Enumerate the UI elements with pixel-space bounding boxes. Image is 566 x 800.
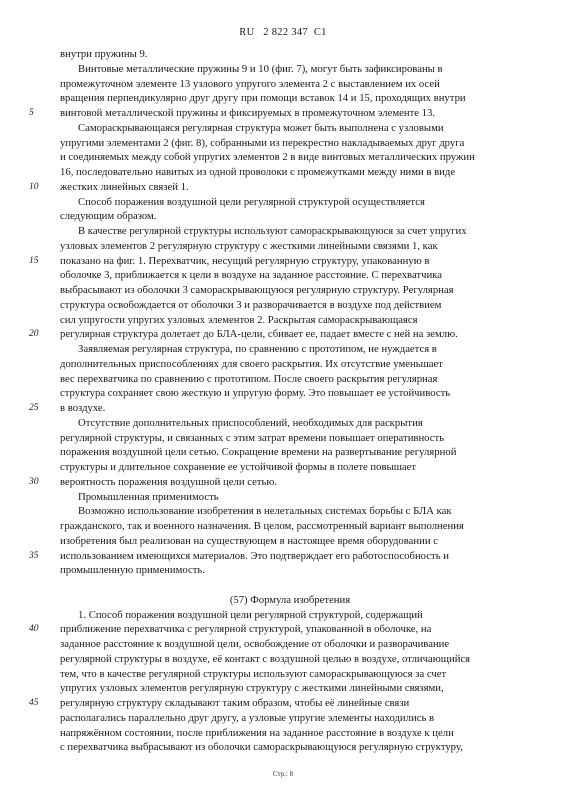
- line-number: 35: [29, 550, 39, 561]
- text-line: использованием имеющихся материалов. Это подтверждает его работоспособность и: [60, 549, 449, 562]
- text-line: 16, последовательно навитых из одной проволоки с промежутками между ними в виде: [60, 166, 456, 178]
- text-line: упругими элементами 2 (фиг. 8), собранными из перекрестно накладываемых друг друга: [60, 136, 465, 149]
- line-number: 25: [29, 403, 39, 413]
- text-line: приближение перехватчика с регулярной структурой, упакованной в оболочке, на: [60, 623, 432, 636]
- header-country: RU: [239, 27, 255, 38]
- text-line: регулярной структуры, и связанных с этим затрат времени повышает оперативность: [60, 431, 445, 444]
- line-number: 30: [29, 476, 39, 487]
- text-line: показано на фиг. 1. Перехватчик, несущий регулярную структуру, упакованную в: [60, 254, 430, 267]
- page-label: Стр.: 8: [272, 770, 294, 778]
- text-line: внутри пружины 9.: [60, 48, 148, 60]
- text-line: узловых элементов 2 регулярную структуру с жесткими линейными связями 1, как: [60, 239, 438, 252]
- text-line: упругих узловых элементов регулярную структуру с жесткими линейными связями,: [60, 682, 444, 695]
- document-body: [60, 47, 520, 755]
- text-line: Заявляемая регулярная структура, по сравнению с прототипом, не нуждается в: [78, 343, 437, 355]
- text-line: с перехватчика выбрасывают из оболочки самораскрывающуюся регулярную структуру,: [60, 741, 463, 754]
- line-number: 10: [29, 181, 39, 192]
- text-line: регулярную структуру складывают таким образом, чтобы её линейные связи: [60, 697, 410, 709]
- section-heading: (57) Формула изобретения: [229, 593, 351, 606]
- text-line: Винтовые металлические пружины 9 и 10 (фиг. 7), могут быть зафиксированы в: [78, 62, 443, 75]
- text-line: винтовой металлической пружины и фиксируемых в промежуточном элементе 13.: [60, 107, 436, 119]
- text-line: структура освобождается от оболочки 3 и разворачивается в воздухе под действием: [60, 298, 442, 311]
- line-number: 15: [29, 255, 39, 266]
- text-line: регулярной структуры в воздухе, её контакт с воздушной целью в воздухе, отличающийся: [60, 652, 471, 665]
- text-line: выбрасывают из оболочки 3 самораскрывающуюся регулярную структуру. Регулярная: [60, 284, 454, 296]
- text-line: вес перехватчика по сравнению с прототипом. После своего раскрытия регулярная: [60, 372, 438, 385]
- text-line: тем, что в качестве регулярной структуры используют самораскрывающуюся за счет: [60, 667, 447, 680]
- text-line: регулярная структура долетает до БЛА-цели, сбивает ее, падает вместе с ней на землю.: [60, 328, 458, 341]
- text-line: жестких линейных связей 1.: [60, 180, 189, 193]
- text-line: поражения воздушной цели сетью. Сокращение времени на развертывание регулярной: [60, 446, 457, 459]
- text-line: структуры и длительное сохранение ее устойчивой формы в полете повышает: [60, 461, 417, 473]
- patent-header: [0, 27, 566, 38]
- text-line: изобретения был реализован на существующем в настоящее время оборудовании с: [60, 534, 439, 547]
- line-number: 40: [29, 624, 39, 635]
- text-line: сил упругости упругих узловых элементов 2. Раскрытая самораскрывающаяся: [60, 313, 418, 326]
- text-line: Самораскрывающаяся регулярная структура может быть выполнена с узловыми: [78, 121, 444, 134]
- text-line: 1. Способ поражения воздушной цели регулярной структурой, содержащий: [78, 608, 423, 621]
- text-line: оболочке 3, приближается к цели в воздухе на заданное расстояние. С перехватчика: [60, 269, 442, 282]
- text-line: вероятность поражения воздушной цели сетью.: [60, 475, 278, 488]
- text-line: гражданского, так и военного назначения. В целом, рассмотренный вариант выполнения: [60, 520, 464, 532]
- text-line: промышленную применимость.: [60, 564, 205, 577]
- page-footer: [0, 770, 566, 778]
- header-number: 2 822 347: [263, 27, 308, 38]
- text-line: располагались параллельно друг другу, а узловые упругие элементы находились в: [60, 711, 435, 724]
- text-line: промежуточном элементе 13 узлового упругого элемента 2 с выставлением их осей: [60, 77, 440, 90]
- text-line: В качестве регулярной структуры используют самораскрывающуюся за счет упругих: [78, 225, 467, 237]
- line-number: 5: [29, 108, 34, 118]
- header-kind: C1: [313, 27, 327, 38]
- line-number: 20: [29, 329, 39, 340]
- text-line: вращения перпендикулярно друг другу при помощи вставок 14 и 15, проходящих внутри: [60, 92, 466, 105]
- text-line: [60, 578, 520, 593]
- text-line: в воздухе.: [60, 402, 106, 414]
- text-line: заданное расстояние к воздушной цели, освобождение от оболочки и разворачивание: [60, 638, 450, 650]
- text-line: Промышленная применимость: [78, 490, 219, 503]
- text-line: Способ поражения воздушной цели регулярной структурой осуществляется: [78, 195, 425, 208]
- text-line: Отсутствие дополнительных приспособлений, необходимых для раскрытия: [78, 416, 423, 429]
- text-line: и соединяемых между собой упругих элементов 2 в виде винтовых металлических пружин: [60, 151, 475, 164]
- text-line: напряжённом состоянии, после приближения на заданное расстояние в воздухе к цели: [60, 726, 454, 739]
- line-number: 45: [29, 698, 39, 708]
- text-line: структура сохраняет свою жесткую и упругую форму. Это повышает ее устойчивость: [60, 387, 451, 400]
- text-line: дополнительных приспособлениях для своего раскрытия. Их отсутствие уменьшает: [60, 357, 443, 370]
- text-line: Возможно использование изобретения в нелетальных системах борьбы с БЛА как: [78, 505, 452, 518]
- text-line: следующим образом.: [60, 210, 157, 223]
